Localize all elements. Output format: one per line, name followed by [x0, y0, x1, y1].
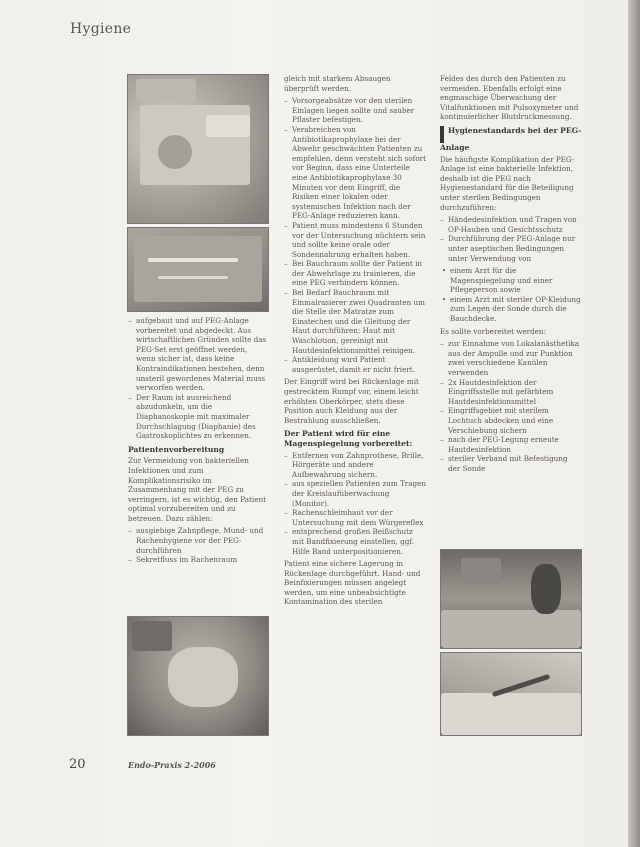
- list-item: – zur Einnahme von Lokalanästhetika aus der Ampulle und zur Punktion zwei verschiedene Kanülen verwenden: [448, 339, 582, 377]
- section-heading: Patientenvorbereitung: [128, 444, 225, 454]
- list-item: – steriler Verband mit Befestigung der Sonde: [448, 454, 582, 473]
- paragraph: gleich mit starkem Absaugen überprüft werden.: [284, 74, 391, 93]
- list-item: – Verabreichen von Antibiotikaprophylaxe bei der Abwehr geschwächten Patienten zu empfehlen, denn versteht sich sofort vor Beginn, dass eine Unterteile eine Antibiotikaprophylaxe 30 Minuten vor dem Eingriff, die Risiken einer lokalen oder systemischen Infektion nach der PEG-Anlage reduzieren kann.: [292, 125, 426, 221]
- magazine-title: Endo-Praxis 2-2006: [128, 760, 216, 770]
- sub-list-item: • einem Arzt mit steriler OP-Kleidung zum Legen der Sonde durch die Bauchdecke.: [450, 295, 582, 324]
- list-item: – aufgebaut und auf PEG-Anlage vorbereitet und abgedeckt. Aus wirtschaftlichen Gründen sollte das PEG-Set erst geöffnet werden, wenn sicher ist, dass keine Kontraindikationen bestehen, denn unsteril gewordenes Material muss verworfen werden.: [136, 316, 269, 393]
- list-item: – Sekretfluss im Rachenraum: [136, 555, 269, 565]
- column-3: [440, 74, 582, 477]
- list-item: – Patient muss mindestens 6 Stunden vor der Untersuchung nüchtern sein und sollte keine orale oder Sondennahrung erhalten haben.: [292, 221, 426, 259]
- photo-patient-preparation: [127, 616, 269, 736]
- list-item: – Bei Bauchraum sollte der Patient in der Abwehrlage zu trainieren, die eine PEG verhindern können.: [292, 259, 426, 288]
- list-item: – Bei Bedarf Bauchraum mit Einmalrasierer zwei Quadranten um die Stelle der Matratze zum Einstechen und die Gleitung der Haut durchführen; Haut mit Waschlotion, gereinigt mit Hautdesinfektionsmittel reinigen.: [292, 288, 426, 355]
- sub-list-item: • einem Arzt für die Magenspiegelung und einer Pflegeperson sowie: [450, 266, 582, 295]
- column-2: [284, 74, 426, 610]
- photo-peg-instruments: [127, 227, 269, 312]
- section-heading: [440, 126, 582, 153]
- list-item: – 2x Hautdesinfektion der Eingriffsstelle mit gefärbtem Hautdesinfektionsmittel: [448, 378, 582, 407]
- list-item: – Vorsorgeabsätze vor den sterilen Einlagen liegen sollte und sauber Pflaster befestigen.: [292, 96, 426, 125]
- page-header: Hygiene: [70, 21, 132, 37]
- list-item: – Rachenschleimhaut vor der Untersuchung mit dem Würgereflex: [292, 508, 426, 527]
- list-item: – ausgiebige Zahnpflege, Mund- und Rachenhygiene vor der PEG-durchführen: [136, 526, 269, 555]
- list-item: – Durchführung der PEG-Anlage nur unter aseptischen Bedingungen unter Verwendung von: [448, 234, 582, 263]
- paragraph: Patient eine sichere Lagerung in Rückenlage durchgeführt. Hand- und Beinfixierungen müssen angelegt werden, um eine unbeabsichtigte Kontamination des sterilen: [284, 559, 421, 607]
- section-heading-text: Hygienestandards bei der PEG-Anlage: [440, 125, 582, 152]
- paragraph: Die häufigste Komplikation der PEG-Anlage ist eine bakterielle Infektion, deshalb ist die PEG nach Hygienestandard für die Beteiligung unter sterilen Bedingungen durchzuführen:: [440, 154, 575, 212]
- photo-endoscopy-room: [440, 549, 582, 649]
- list-item: – aus speziellen Patienten zum Tragen der Kreislaufüberwachung (Monitor).: [292, 479, 426, 508]
- paragraph: Feldes des durch den Patienten zu vermeiden. Ebenfalls erfolgt eine engmaschige Überwachung der Vitalfunktionen mit Pulsoxymeter und kontinuierlicher Blutdruckmessung.: [440, 74, 579, 122]
- heading-bar: [440, 126, 444, 143]
- list-item: – Entfernen von Zahnprothese, Brille, Hörgeräte und andere Aufbewahrung sichern.: [292, 451, 426, 480]
- page-edge-shadow: [628, 0, 640, 847]
- photo-peg-procedure: [440, 652, 582, 736]
- column-1: [128, 316, 269, 568]
- paragraph: Der Eingriff wird bei Rückenlage mit gestrecktem Rumpf vor, einem leicht erhöhten Oberkörper, stets diese Position auch Kleidung aus der Bestrahlung ausschließen.: [284, 377, 419, 425]
- photo-peg-set-tray: [127, 74, 269, 224]
- paragraph: Es sollte vorbereitet werden:: [440, 326, 546, 336]
- list-item: – Händedesinfektion und Tragen von OP-Hauben und Gesichtsschutz: [448, 215, 582, 234]
- list-item: – Eingriffsgebiet mit sterilem Lochtuch abdecken und eine Verschiebung sichern: [448, 406, 582, 435]
- list-item: – entsprechend großen Beißschutz mit Bandfixierung einstellen, ggf. Hilfe Band unterpositionieren.: [292, 527, 426, 556]
- paragraph: Zur Vermeidung von bakteriellen Infektionen und zum Komplikationsrisiko im Zusammenhang mit der PEG zu verringern, ist es wichtig, den Patient optimal vorzubereiten und zu betreuen. Dazu zählen:: [128, 456, 266, 523]
- page-number: 20: [69, 757, 86, 772]
- list-item: – nach der PEG-Legung erneute Hautdesinfektion: [448, 435, 582, 454]
- list-item: – Antikleidung wird Patient ausgerüstet, damit er nicht friert.: [292, 355, 426, 374]
- section-heading: Der Patient wird für eine Magenspiegelung vorbereitet:: [284, 429, 413, 448]
- list-item: – Der Raum ist ausreichend abzudunkeln, um die Diaphanoskopie mit maximaler Durchschlagung (Diaphanie) des Gastroskoplichtes zu erkennen.: [136, 393, 269, 441]
